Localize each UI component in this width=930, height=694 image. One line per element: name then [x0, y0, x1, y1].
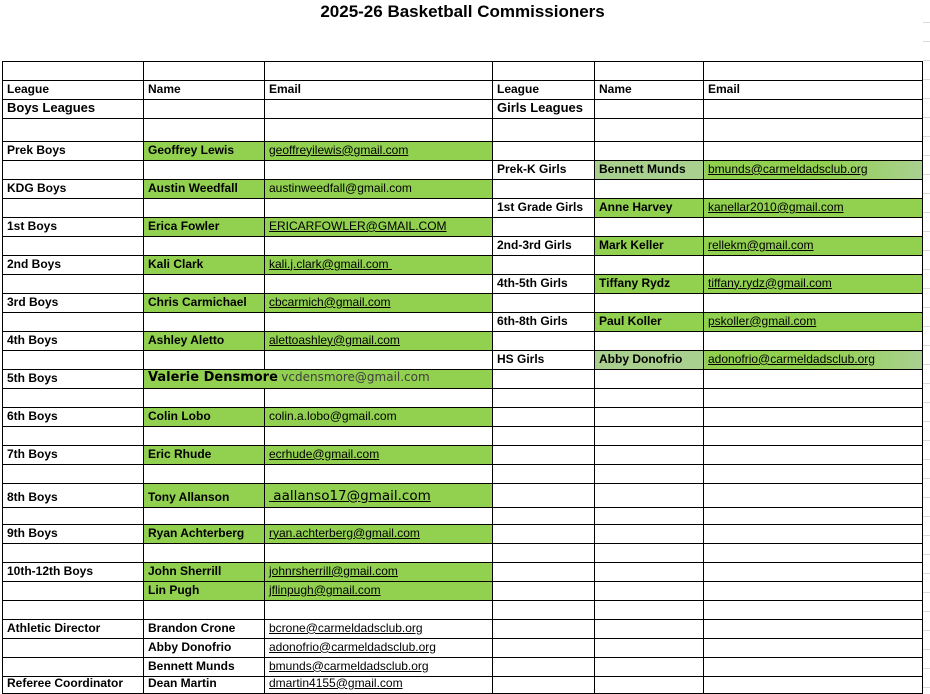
empty-cell	[493, 507, 595, 524]
name-cell: Brandon Crone	[144, 619, 265, 638]
spacer-cell	[3, 44, 923, 61]
empty-cell	[144, 274, 265, 293]
empty-cell	[595, 255, 704, 274]
league-cell: 3rd Boys	[3, 293, 144, 312]
name-cell: Bennett Munds	[595, 160, 704, 179]
email-cell	[265, 217, 493, 236]
section-boys-leagues: Boys Leagues	[3, 99, 144, 118]
name-cell: Mark Keller	[595, 236, 704, 255]
role-cell	[3, 638, 144, 657]
empty-cell	[704, 581, 923, 600]
empty-cell	[144, 312, 265, 331]
empty-cell	[493, 255, 595, 274]
empty-cell	[595, 407, 704, 426]
league-cell: 4th Boys	[3, 331, 144, 350]
empty-cell	[144, 61, 265, 80]
email-cell	[265, 619, 493, 638]
empty-cell	[3, 507, 144, 524]
empty-cell	[704, 331, 923, 350]
empty-cell	[704, 293, 923, 312]
league-cell: 5th Boys	[3, 369, 144, 388]
spacer-cell	[3, 24, 493, 33]
empty-cell	[595, 179, 704, 198]
email-link[interactable]: cbcarmich@gmail.com	[269, 294, 391, 309]
league-cell: 10th-12th Boys	[3, 562, 144, 581]
empty-cell	[493, 118, 595, 141]
empty-cell	[493, 426, 595, 445]
email-link[interactable]: alettoashley@gmail.com	[269, 332, 400, 347]
empty-cell	[493, 407, 595, 426]
empty-cell	[265, 543, 493, 562]
empty-cell	[704, 638, 923, 657]
role-cell	[3, 657, 144, 676]
empty-cell	[704, 141, 923, 160]
name-cell: Abby Donofrio	[595, 350, 704, 369]
empty-cell	[704, 657, 923, 676]
col-header-league-right: League	[493, 80, 595, 99]
email-cell	[265, 445, 493, 464]
email-link[interactable]: adonofrio@carmeldadsclub.org	[269, 639, 436, 654]
name-cell: Kali Clark	[144, 255, 265, 274]
empty-cell	[144, 160, 265, 179]
league-cell: Prek-K Girls	[493, 160, 595, 179]
empty-cell	[265, 99, 493, 118]
empty-cell	[704, 426, 923, 445]
name-cell: Eric Rhude	[144, 445, 265, 464]
empty-cell	[704, 99, 923, 118]
email-text: vcdensmore@gmail.com	[281, 369, 430, 384]
empty-cell	[704, 619, 923, 638]
empty-cell	[595, 657, 704, 676]
empty-cell	[595, 217, 704, 236]
empty-cell	[265, 198, 493, 217]
name-cell: Colin Lobo	[144, 407, 265, 426]
email-link[interactable]: ryan.achterberg@gmail.com	[269, 525, 420, 540]
empty-cell	[595, 581, 704, 600]
email-link[interactable]: aallanso17@gmail.com	[269, 487, 431, 504]
empty-cell	[595, 562, 704, 581]
empty-cell	[493, 483, 595, 507]
empty-cell	[595, 464, 704, 483]
email-cell	[265, 581, 493, 600]
empty-cell	[3, 118, 144, 141]
empty-cell	[595, 293, 704, 312]
email-link[interactable]: bmunds@carmeldadsclub.org	[708, 161, 868, 176]
name-cell: Bennett Munds	[144, 657, 265, 676]
empty-cell	[595, 331, 704, 350]
email-cell	[265, 293, 493, 312]
col-header-league-left: League	[3, 80, 144, 99]
empty-cell	[144, 118, 265, 141]
empty-cell	[595, 369, 704, 388]
league-cell: 2nd-3rd Girls	[493, 236, 595, 255]
empty-cell	[595, 118, 704, 141]
empty-cell	[3, 312, 144, 331]
empty-cell	[704, 600, 923, 619]
commissioners-spreadsheet	[2, 0, 923, 694]
email-link[interactable]: bcrone@carmeldadsclub.org	[269, 620, 423, 635]
empty-cell	[704, 524, 923, 543]
league-cell: Prek Boys	[3, 141, 144, 160]
col-header-name-right: Name	[595, 80, 704, 99]
empty-cell	[265, 61, 493, 80]
email-link[interactable]: johnrsherrill@gmail.com	[269, 563, 398, 578]
empty-cell	[704, 217, 923, 236]
email-cell	[704, 160, 923, 179]
sheet-gridline-strip	[923, 22, 930, 693]
email-cell	[265, 657, 493, 676]
empty-cell	[144, 388, 265, 407]
empty-cell	[3, 543, 144, 562]
empty-cell	[493, 141, 595, 160]
empty-cell	[595, 507, 704, 524]
empty-cell	[595, 141, 704, 160]
name-cell: John Sherrill	[144, 562, 265, 581]
name-text: Valerie Densmore	[148, 369, 278, 385]
empty-cell	[265, 600, 493, 619]
empty-cell	[493, 543, 595, 562]
name-cell: Anne Harvey	[595, 198, 704, 217]
empty-cell	[265, 388, 493, 407]
empty-cell	[493, 217, 595, 236]
name-cell: Tony Allanson	[144, 483, 265, 507]
email-cell	[265, 255, 493, 274]
email-link[interactable]: geoffreyilewis@gmail.com	[269, 142, 409, 157]
empty-cell	[265, 350, 493, 369]
name-cell: Tiffany Rydz	[595, 274, 704, 293]
empty-cell	[144, 464, 265, 483]
empty-cell	[493, 676, 595, 693]
email-link[interactable]: adonofrio@carmeldadsclub.org	[708, 351, 875, 366]
email-cell	[265, 179, 493, 198]
name-cell: Ryan Achterberg	[144, 524, 265, 543]
empty-cell	[265, 118, 493, 141]
league-cell	[3, 581, 144, 600]
email-cell	[265, 331, 493, 350]
email-cell	[704, 236, 923, 255]
league-cell: 1st Boys	[3, 217, 144, 236]
name-cell: Chris Carmichael	[144, 293, 265, 312]
empty-cell	[595, 61, 704, 80]
empty-cell	[493, 638, 595, 657]
empty-cell	[3, 198, 144, 217]
league-cell: KDG Boys	[3, 179, 144, 198]
empty-cell	[3, 160, 144, 179]
email-cell	[265, 483, 493, 507]
empty-cell	[493, 369, 595, 388]
email-cell	[265, 676, 493, 693]
email-link[interactable]: kali.j.clark@gmail.com	[269, 256, 392, 271]
empty-cell	[704, 61, 923, 80]
empty-cell	[493, 61, 595, 80]
empty-cell	[265, 236, 493, 255]
empty-cell	[3, 388, 144, 407]
name-cell: Paul Koller	[595, 312, 704, 331]
empty-cell	[493, 600, 595, 619]
empty-cell	[493, 464, 595, 483]
empty-cell	[265, 312, 493, 331]
empty-cell	[265, 507, 493, 524]
email-cell	[704, 312, 923, 331]
empty-cell	[595, 483, 704, 507]
empty-cell	[265, 274, 493, 293]
empty-cell	[144, 543, 265, 562]
role-cell: Athletic Director	[3, 619, 144, 638]
empty-cell	[493, 657, 595, 676]
empty-cell	[704, 464, 923, 483]
league-cell: 2nd Boys	[3, 255, 144, 274]
email-link[interactable]: ecrhude@gmail.com	[269, 446, 380, 461]
empty-cell	[144, 426, 265, 445]
name-cell: Abby Donofrio	[144, 638, 265, 657]
empty-cell	[144, 198, 265, 217]
empty-cell	[595, 445, 704, 464]
empty-cell	[493, 524, 595, 543]
empty-cell	[3, 426, 144, 445]
empty-cell	[595, 619, 704, 638]
email-cell	[265, 638, 493, 657]
empty-cell	[595, 543, 704, 562]
empty-cell	[704, 118, 923, 141]
empty-cell	[493, 293, 595, 312]
empty-cell	[493, 562, 595, 581]
email-text: austinweedfall@gmail.com	[269, 180, 412, 195]
spacer-cell	[3, 33, 923, 44]
col-header-email-right: Email	[704, 80, 923, 99]
league-cell: 8th Boys	[3, 483, 144, 507]
empty-cell	[493, 388, 595, 407]
col-header-email-left: Email	[265, 80, 493, 99]
name-cell: Geoffrey Lewis	[144, 141, 265, 160]
name-cell: Austin Weedfall	[144, 179, 265, 198]
email-link[interactable]: ERICARFOWLER@GMAIL.COM	[269, 218, 447, 233]
league-cell: 6th Boys	[3, 407, 144, 426]
empty-cell	[704, 369, 923, 388]
empty-cell	[493, 331, 595, 350]
col-header-name-left: Name	[144, 80, 265, 99]
empty-cell	[704, 388, 923, 407]
email-cell	[704, 198, 923, 217]
empty-cell	[704, 543, 923, 562]
empty-cell	[3, 274, 144, 293]
league-cell: 7th Boys	[3, 445, 144, 464]
empty-cell	[3, 464, 144, 483]
empty-cell	[144, 236, 265, 255]
empty-cell	[595, 638, 704, 657]
league-cell: 9th Boys	[3, 524, 144, 543]
empty-cell	[3, 600, 144, 619]
empty-cell	[3, 350, 144, 369]
empty-cell	[3, 236, 144, 255]
empty-cell	[265, 160, 493, 179]
email-cell	[265, 524, 493, 543]
role-cell: Referee Coordinator	[3, 676, 144, 693]
empty-cell	[144, 99, 265, 118]
empty-cell	[265, 426, 493, 445]
empty-cell	[704, 445, 923, 464]
empty-cell	[595, 99, 704, 118]
name-cell: Dean Martin	[144, 676, 265, 693]
name-cell: Ashley Aletto	[144, 331, 265, 350]
spacer-cell	[493, 24, 923, 33]
league-cell: 4th-5th Girls	[493, 274, 595, 293]
empty-cell	[493, 619, 595, 638]
empty-cell	[493, 179, 595, 198]
league-cell: HS Girls	[493, 350, 595, 369]
email-cell	[704, 274, 923, 293]
empty-cell	[704, 676, 923, 693]
email-link[interactable]: tiffany.rydz@gmail.com	[708, 275, 832, 290]
empty-cell	[144, 600, 265, 619]
name-cell: Lin Pugh	[144, 581, 265, 600]
name-cell: Erica Fowler	[144, 217, 265, 236]
empty-cell	[265, 464, 493, 483]
empty-cell	[493, 581, 595, 600]
empty-cell	[704, 255, 923, 274]
league-cell: 1st Grade Girls	[493, 198, 595, 217]
email-link[interactable]: bmunds@carmeldadsclub.org	[269, 658, 429, 673]
email-link[interactable]: pskoller@gmail.com	[708, 313, 817, 328]
empty-cell	[144, 507, 265, 524]
page-title: 2025-26 Basketball Commissioners	[320, 2, 605, 22]
email-text: colin.a.lobo@gmail.com	[269, 408, 397, 423]
empty-cell	[3, 61, 144, 80]
empty-cell	[595, 388, 704, 407]
empty-cell	[595, 426, 704, 445]
email-cell	[265, 407, 493, 426]
empty-cell	[595, 524, 704, 543]
email-cell	[704, 350, 923, 369]
empty-cell	[595, 600, 704, 619]
empty-cell	[704, 562, 923, 581]
name-email-cell	[144, 369, 493, 388]
empty-cell	[144, 350, 265, 369]
email-link[interactable]: kanellar2010@gmail.com	[708, 199, 844, 214]
empty-cell	[493, 445, 595, 464]
email-link[interactable]: dmartin4155@gmail.com	[269, 676, 403, 690]
empty-cell	[704, 179, 923, 198]
email-cell	[265, 562, 493, 581]
empty-cell	[704, 407, 923, 426]
empty-cell	[704, 507, 923, 524]
empty-cell	[595, 676, 704, 693]
email-link[interactable]: jflinpugh@gmail.com	[269, 582, 381, 597]
email-link[interactable]: rellekm@gmail.com	[708, 237, 814, 252]
email-cell	[265, 141, 493, 160]
league-cell: 6th-8th Girls	[493, 312, 595, 331]
empty-cell	[704, 483, 923, 507]
section-girls-leagues: Girls Leagues	[493, 99, 595, 118]
